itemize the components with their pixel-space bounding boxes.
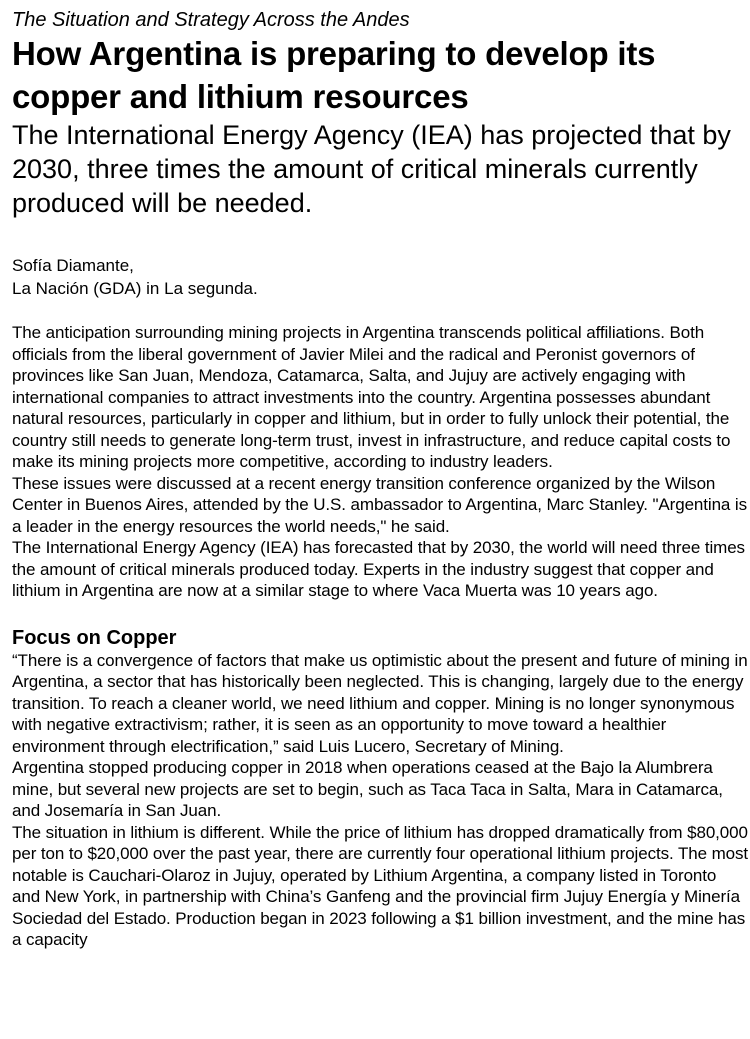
article: [12, 0, 748, 951]
article-kicker: The Situation and Strategy Across the Andes: [12, 9, 410, 31]
byline-author: Sofía Diamante,: [12, 256, 134, 275]
section-body-copper: [12, 650, 748, 951]
article-subheadline: The International Energy Agency (IEA) has projected that by 2030, three times the amount of critical minerals currently produced will be needed.: [12, 120, 731, 218]
article-intro: [12, 322, 748, 602]
intro-paragraph: The International Energy Agency (IEA) has forecasted that by 2030, the world will need three times the amount of critical minerals produced today. Experts in the industry suggest that copper and lithium in Argentina are now at a similar stage to where Vaca Muerta was 10 years ago.: [12, 538, 745, 600]
section-paragraph: Argentina stopped producing copper in 2018 when operations ceased at the Bajo la Alumbrera mine, but several new projects are set to begin, such as Taca Taca in Salta, Mara in Catamarca, and Josemaría in San Juan.: [12, 758, 723, 820]
intro-paragraph: These issues were discussed at a recent energy transition conference organized by the Wilson Center in Buenos Aires, attended by the U.S. ambassador to Argentina, Marc Stanley. "Argentina is a leader in the energy resources the world needs," he said.: [12, 473, 747, 536]
section-paragraph: “There is a convergence of factors that make us optimistic about the present and future of mining in Argentina, a sector that has historically been neglected. This is changing, largely due to the energy transition. To reach a cleaner world, we need lithium and copper. Mining is no longer synonymous with negative extractivism; rather, it is seen as an opportunity to move toward a healthier environment through electrification,” said Luis Lucero, Secretary of Mining.: [12, 650, 748, 756]
section-paragraph: The situation in lithium is different. While the price of lithium has dropped dramatically from $80,000 per ton to $20,000 over the past year, there are currently four operational lithium projects. The most notable is Cauchari-Olaroz in Jujuy, operated by Lithium Argentina, a company listed in Toronto and New York, in partnership with China’s Ganfeng and the provincial firm Jujuy Energía y Minería Sociedad del Estado. Production began in 2023 following a $1 billion investment, and the mine has a capacity: [12, 822, 749, 949]
intro-paragraph: The anticipation surrounding mining projects in Argentina transcends political affiliations. Both officials from the liberal government of Javier Milei and the radical and Peronist governors of provinces like San Juan, Mendoza, Catamarca, Salta, and Jujuy are actively engaging with international companies to attract investments into the country. Argentina possesses abundant natural resources, particularly in copper and lithium, but in order to fully unlock their potential, the country still needs to generate long-term trust, invest in infrastructure, and reduce capital costs to make its mining projects more competitive, according to industry leaders.: [12, 323, 731, 471]
article-headline: How Argentina is preparing to develop its copper and lithium resources: [12, 35, 656, 115]
byline-source: La Nación (GDA) in La segunda.: [12, 279, 258, 298]
section-heading-copper: Focus on Copper: [12, 626, 177, 649]
byline: [12, 254, 748, 300]
